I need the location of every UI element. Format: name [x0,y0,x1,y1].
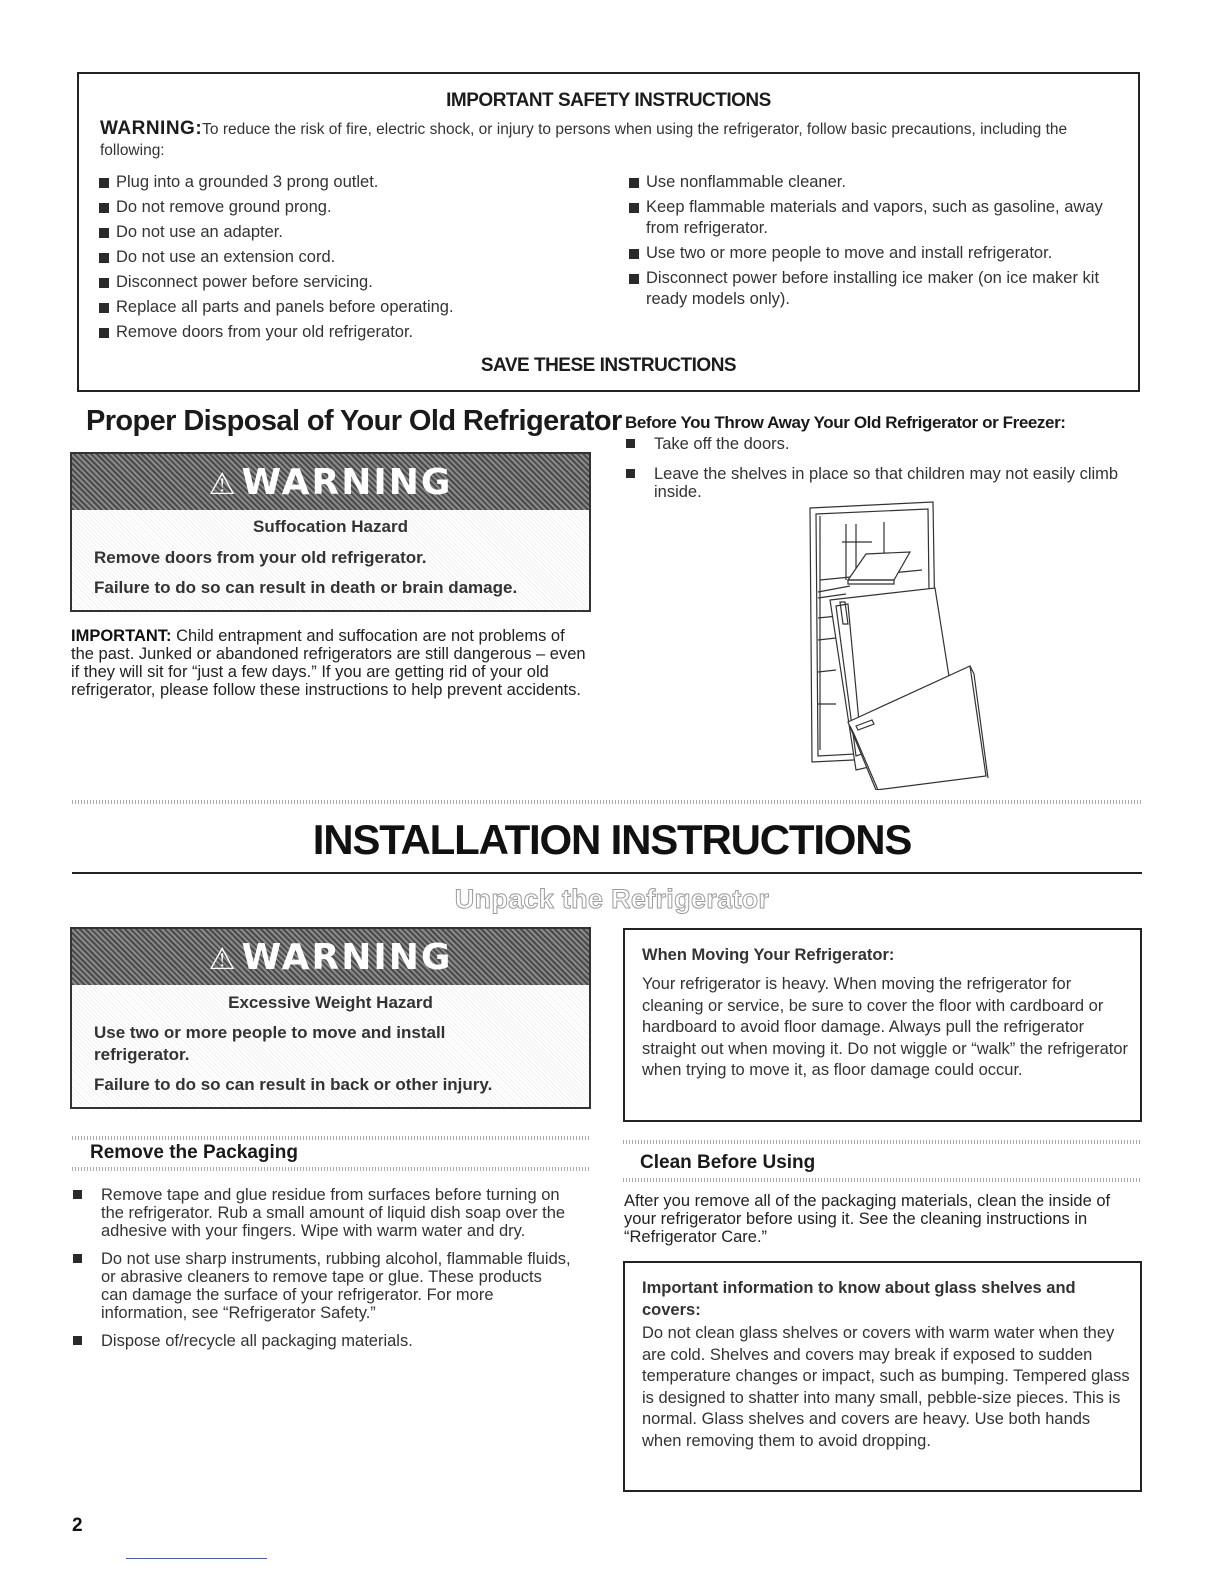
list-item: Do not use sharp instruments, rubbing alcohol, flammable fluids, or abrasive cleaners to remove tape or glue. These products can damage the surface of your refrigerator. For more information, see “Refrigerator Safety.” [72,1250,572,1322]
safety-instructions-box [77,72,1140,392]
moving-info-box [623,928,1142,1122]
warning-band [72,454,589,510]
warning-line-2: Failure to do so can result in death or brain damage. [94,578,518,597]
warning-band-label: WARNING [241,936,453,978]
suffocation-warning-box [70,452,591,612]
list-item: Do not use an adapter. [98,222,598,243]
warning-triangle-icon: ⚠ [208,941,238,977]
unpack-heading: Unpack the Refrigerator [454,884,770,914]
moving-title: When Moving Your Refrigerator: [642,946,895,964]
list-item: Dispose of/recycle all packaging materials. [72,1332,572,1350]
installation-rule [72,872,1142,874]
list-item: Use nonflammable cleaner. [628,172,1128,193]
list-item: Remove doors from your old refrigerator. [98,322,598,343]
safety-warning [100,118,1118,161]
list-item: Take off the doors. [625,435,1125,453]
installation-heading: INSTALLATION INSTRUCTIONS [312,816,912,863]
hazard-title: Excessive Weight Hazard [228,993,433,1012]
section-divider [72,800,1142,804]
clean-paragraph: After you remove all of the packaging materials, clean the inside of your refrigerator before using it. See the cleaning instructions in “Refrigerator Care.” [624,1192,1111,1246]
warning-line-2: Failure to do so can result in back or other injury. [94,1075,493,1094]
list-item: Use two or more people to move and install refrigerator. [628,243,1128,264]
warning-body [72,510,589,610]
warning-line-1: Remove doors from your old refrigerator. [94,548,427,567]
warning-band [72,929,589,985]
glass-title: Important information to know about glass shelves and covers: [642,1279,1076,1319]
save-instructions-title: SAVE THESE INSTRUCTIONS [480,355,737,376]
warning-line-1: Use two or more people to move and install refrigerator. [94,1023,446,1064]
clean-before-using-heading: Clean Before Using [640,1152,816,1173]
list-item: Plug into a grounded 3 prong outlet. [98,172,598,193]
safety-title: IMPORTANT SAFETY INSTRUCTIONS [446,90,771,111]
list-item: Disconnect power before installing ice maker (on ice maker kit ready models only). [628,268,1128,310]
link-underline [126,1558,267,1559]
list-item: Remove tape and glue residue from surfaces before turning on the refrigerator. Rub a small amount of liquid dish soap over the adhesive with your fingers. Wipe with warm water and dry. [72,1186,572,1240]
remove-packaging-list [72,1186,572,1350]
safety-left-list [98,172,598,343]
before-list [625,435,1125,501]
warning-label: WARNING: [100,118,203,139]
page-number: 2 [72,1515,83,1536]
refrigerator-illustration [790,500,995,790]
safety-right-list [628,172,1128,310]
disposal-heading: Proper Disposal of Your Old Refrigerator [86,405,622,437]
list-item: Keep flammable materials and vapors, such as gasoline, away from refrigerator. [628,197,1128,239]
subsection-divider [72,1167,591,1171]
glass-body: Do not clean glass shelves or covers with warm water when they are cold. Shelves and covers may break if exposed to sudden temperature changes or impact, such as bumping. Tempered glass is designed to shatter into many small, pebble-size pieces. This is normal. Glass shelves and covers are heavy. Use both hands when removing them to avoid dropping. [642,1324,1130,1450]
warning-text: To reduce the risk of fire, electric shock, or injury to persons when using the refrigerator, follow basic precautions, including the following: [100,121,1068,159]
list-item: Replace all parts and panels before operating. [98,297,598,318]
important-text: Child entrapment and suffocation are not problems of the past. Junked or abandoned refrigerators are still dangerous – even if they will sit for “just a few days.” If you are getting rid of your old refrigerator, please follow these instructions to help prevent accidents. [71,627,586,699]
important-label: IMPORTANT: [71,627,172,645]
subsection-divider [623,1140,1142,1144]
list-item: Do not remove ground prong. [98,197,598,218]
warning-body [72,985,589,1107]
warning-triangle-icon: ⚠ [208,466,238,502]
glass-shelves-info-box [623,1261,1142,1492]
list-item: Disconnect power before servicing. [98,272,598,293]
list-item: Do not use an extension cord. [98,247,598,268]
subsection-divider [72,1136,591,1140]
remove-packaging-heading: Remove the Packaging [90,1142,299,1163]
moving-body: Your refrigerator is heavy. When moving the refrigerator for cleaning or service, be sure to cover the floor with cardboard or hardboard to avoid floor damage. Always pull the refrigerator straight out when moving it. Do not wiggle or “walk” the refrigerator when trying to move it, as floor damage could occur. [642,975,1129,1079]
subsection-divider [623,1178,1142,1182]
list-item: Leave the shelves in place so that children may not easily climb inside. [625,465,1125,501]
weight-warning-box [70,927,591,1109]
important-paragraph [71,627,591,699]
before-throw-away-heading: Before You Throw Away Your Old Refrigerator or Freezer: [625,413,1066,432]
warning-band-label: WARNING [241,461,453,503]
hazard-title: Suffocation Hazard [253,517,408,536]
